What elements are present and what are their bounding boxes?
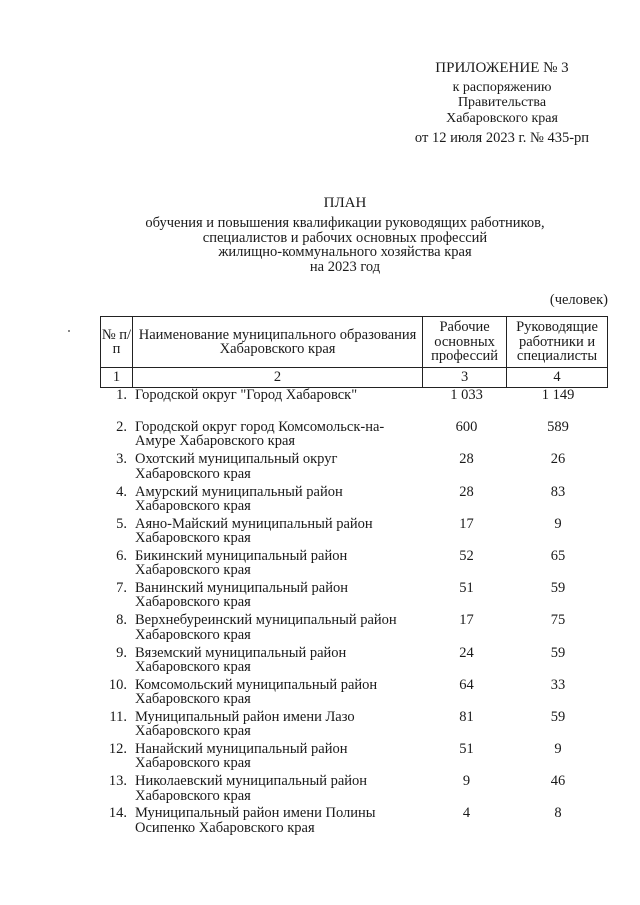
appendix-line-3: Хабаровского края [446, 110, 558, 126]
row-municipality: Верхнебуреинский муниципальный район Хабаровского края [135, 612, 397, 643]
appendix-block [382, 61, 622, 147]
row-managers: 83 [550, 483, 566, 500]
row-municipality: Амурский муниципальный район Хабаровского края [135, 483, 343, 514]
row-number: 14. [108, 805, 127, 822]
table-row [100, 517, 608, 549]
row-number: 9. [116, 644, 127, 661]
row-number: 8. [116, 612, 127, 629]
row-workers: 52 [459, 547, 474, 564]
row-municipality: Николаевский муниципальный район Хабаровского края [135, 773, 368, 804]
row-number: 7. [116, 580, 127, 597]
row-managers: 589 [547, 419, 569, 436]
row-managers: 8 [554, 805, 562, 822]
table-row [100, 710, 608, 742]
row-municipality: Ванинский муниципальный район Хабаровского края [135, 580, 348, 611]
row-managers: 26 [550, 451, 566, 468]
plan-year: на 2023 год [309, 259, 381, 276]
plan-title: ПЛАН [323, 195, 367, 211]
column-number-1: 1 [101, 368, 133, 388]
row-managers: 75 [550, 612, 566, 629]
row-number: 11. [109, 708, 127, 725]
table-row [100, 452, 608, 484]
row-number: 2. [116, 419, 127, 436]
table-header-row [101, 317, 608, 368]
appendix-title: ПРИЛОЖЕНИЕ № 3 [435, 60, 569, 76]
plan-subtitle-line-2: специалистов и рабочих основных профессий [202, 229, 488, 246]
table-row [100, 485, 608, 517]
row-managers: 59 [550, 644, 566, 661]
table-row [100, 774, 608, 806]
row-managers: 59 [550, 580, 566, 597]
table-row [100, 613, 608, 645]
row-workers: 24 [459, 644, 474, 661]
appendix-line-1: к распоряжению [452, 79, 552, 95]
table-row [100, 420, 608, 452]
plan-subtitle-line-1: обучения и повышения квалификации руководящих работников, [145, 214, 545, 231]
row-municipality: Городской округ город Комсомольск-на- Амуре Хабаровского края [135, 419, 385, 450]
table-body [100, 388, 608, 839]
table-row [100, 549, 608, 581]
row-number: 5. [116, 515, 127, 532]
row-workers: 28 [459, 483, 474, 500]
row-number: 12. [108, 741, 127, 758]
row-workers: 17 [459, 515, 474, 532]
row-workers: 81 [459, 708, 474, 725]
header-municipality: Наименование муниципального образования Хабаровского края [132, 317, 422, 368]
table-column-numbers-row [101, 368, 608, 388]
row-workers: 51 [459, 580, 474, 597]
row-workers: 64 [459, 676, 474, 693]
row-workers: 1 033 [450, 387, 483, 403]
row-managers: 33 [550, 676, 566, 693]
row-municipality: Бикинский муниципальный район Хабаровского края [135, 547, 348, 579]
row-managers: 59 [550, 708, 566, 725]
row-municipality: Муниципальный район имени Полины Осипенко Хабаровского края [135, 805, 376, 836]
table-row [100, 581, 608, 613]
header-managers: Руководящие работники и специалисты [507, 317, 608, 368]
row-municipality: Муниципальный район имени Лазо Хабаровского края [135, 708, 355, 740]
table-row [100, 388, 608, 420]
plan-subtitle-line-3: жилищно-коммунального хозяйства края [218, 244, 472, 261]
units-label: (человек) [549, 292, 608, 308]
row-workers: 9 [462, 773, 471, 790]
row-workers: 51 [459, 741, 474, 758]
row-municipality: Охотский муниципальный округ Хабаровского края [135, 451, 338, 482]
row-managers: 9 [554, 515, 562, 532]
row-number: 6. [116, 547, 127, 564]
table-row [100, 742, 608, 774]
row-municipality: Комсомольский муниципальный район Хабаровского края [135, 676, 378, 707]
column-number-2: 2 [132, 368, 422, 388]
table-header [100, 316, 608, 388]
row-workers: 28 [459, 451, 474, 468]
row-municipality: Вяземский муниципальный район Хабаровского края [135, 644, 347, 675]
appendix-line-2: Правительства [457, 95, 547, 110]
table-row [100, 678, 608, 710]
plan-heading [80, 196, 610, 275]
row-managers: 9 [554, 741, 562, 758]
row-municipality: Аяно-Майский муниципальный район Хабаровского края [135, 515, 373, 547]
row-municipality: Городской округ "Город Хабаровск" [135, 387, 358, 403]
row-number: 4. [116, 483, 127, 500]
row-number: 1. [116, 387, 127, 403]
header-workers: Рабочие основных профессий [423, 317, 507, 368]
row-number: 10. [108, 676, 127, 693]
table-row [100, 806, 608, 838]
row-workers: 600 [455, 419, 478, 436]
row-workers: 17 [459, 612, 474, 629]
column-number-4: 4 [507, 368, 608, 388]
row-managers: 1 149 [541, 387, 575, 403]
row-managers: 46 [550, 773, 566, 790]
row-number: 13. [108, 773, 127, 790]
row-workers: 4 [462, 805, 471, 822]
column-number-3: 3 [423, 368, 507, 388]
row-number: 3. [116, 451, 127, 468]
appendix-date: от 12 июля 2023 г. № 435-рп [414, 130, 590, 146]
header-number: № п/п [101, 317, 133, 368]
table-row [100, 646, 608, 678]
margin-dot [68, 330, 70, 332]
row-municipality: Нанайский муниципальный район Хабаровского края [135, 741, 348, 772]
row-managers: 65 [550, 547, 566, 564]
